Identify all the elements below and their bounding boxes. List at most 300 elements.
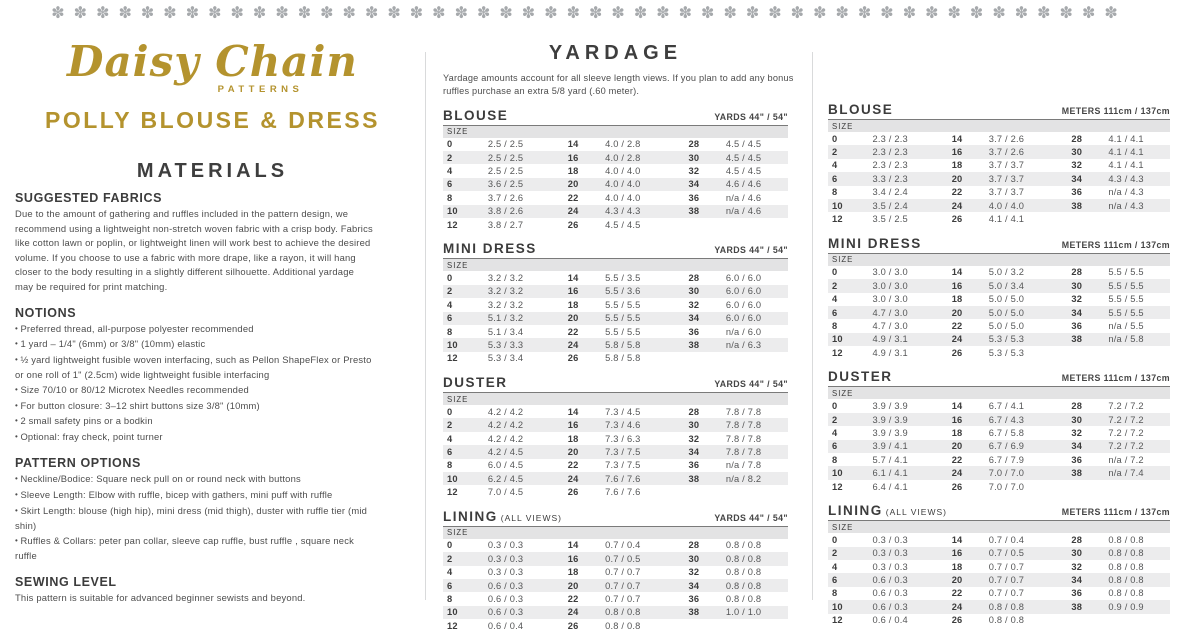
value-cell: 0.7 / 0.7 <box>988 561 1025 572</box>
value-cell: 3.7 / 3.7 <box>988 173 1025 184</box>
size-cell: 36 <box>688 460 700 471</box>
yardage-table-duster <box>828 368 1170 493</box>
table-rows <box>828 253 1170 360</box>
size-cell: 2 <box>832 280 838 291</box>
size-cell: 12 <box>832 347 843 358</box>
size-cell: 0 <box>447 540 453 551</box>
size-cell: 32 <box>688 567 700 578</box>
size-cell: 34 <box>1071 307 1083 318</box>
size-cell: 22 <box>951 320 963 331</box>
size-cell: 14 <box>567 540 579 551</box>
value-cell: 4.3 / 4.3 <box>605 206 641 217</box>
size-cell: 4 <box>832 294 838 305</box>
table-title-group <box>828 502 947 520</box>
table-title: DUSTER <box>828 369 893 385</box>
value-cell: 0.7 / 0.4 <box>988 534 1025 545</box>
size-cell: 6 <box>832 575 838 586</box>
value-cell: 4.5 / 4.5 <box>725 139 762 150</box>
size-cell: 26 <box>951 615 963 626</box>
value-cell: 0.6 / 0.3 <box>487 607 524 618</box>
list-item: • Size 70/10 or 80/12 Microtex Needles recommended <box>15 383 375 399</box>
size-cell: 20 <box>567 179 579 190</box>
suggested-fabrics-section <box>0 191 425 295</box>
size-cell: 22 <box>951 187 963 198</box>
size-cell: 16 <box>951 280 963 291</box>
value-cell: n/a / 4.6 <box>725 192 762 203</box>
size-cell: 22 <box>951 454 963 465</box>
size-cell: 6 <box>832 307 838 318</box>
size-cell: 38 <box>1071 200 1083 211</box>
value-cell: 5.3 / 5.3 <box>988 347 1025 358</box>
size-header-label: SIZE <box>447 127 469 137</box>
section-body: This pattern is suitable for advanced beginner sewists and beyond. <box>15 591 306 603</box>
table-row <box>443 432 788 445</box>
value-cell: 7.2 / 7.2 <box>1108 441 1144 452</box>
value-cell: n/a / 6.3 <box>725 339 762 350</box>
value-cell: 4.1 / 4.1 <box>1108 133 1144 144</box>
value-cell: 0.7 / 0.7 <box>988 575 1025 586</box>
yardage-yards-column <box>425 42 812 642</box>
logo-script-text: Daisy Chain <box>67 37 358 86</box>
value-cell: 7.2 / 7.2 <box>1108 427 1144 438</box>
size-cell: 18 <box>567 299 579 310</box>
table-row <box>828 426 1170 439</box>
size-cell: 36 <box>688 594 700 605</box>
size-cell: 16 <box>567 553 579 564</box>
value-cell: 4.2 / 4.2 <box>487 433 524 444</box>
size-cell: 22 <box>567 192 579 203</box>
size-header-label: SIZE <box>447 394 469 404</box>
table-row <box>828 279 1170 292</box>
size-cell: 22 <box>567 326 579 337</box>
size-cell: 36 <box>1071 454 1083 465</box>
size-cell: 24 <box>951 601 963 612</box>
size-cell: 6 <box>447 313 453 324</box>
table-row <box>828 573 1170 586</box>
value-cell: 6.2 / 4.5 <box>487 473 524 484</box>
value-cell: 2.5 / 2.5 <box>487 152 524 163</box>
value-cell: 0.6 / 0.3 <box>487 594 524 605</box>
value-cell: 5.8 / 5.8 <box>605 353 641 364</box>
value-cell: 5.3 / 3.4 <box>487 353 524 364</box>
table-subtitle: (ALL VIEWS) <box>500 512 562 523</box>
size-header-label: SIZE <box>832 255 854 265</box>
size-cell: 8 <box>832 454 838 465</box>
size-cell: 12 <box>447 353 458 364</box>
value-cell: 0.7 / 0.5 <box>988 548 1025 559</box>
size-cell: 4 <box>832 160 838 171</box>
size-cell: 30 <box>1071 147 1083 158</box>
table-row <box>443 606 788 619</box>
size-cell: 2 <box>447 152 453 163</box>
value-cell: 4.1 / 4.1 <box>1108 160 1144 171</box>
value-cell: 6.4 / 4.1 <box>872 481 908 492</box>
size-cell: 2 <box>832 548 838 559</box>
size-cell: 12 <box>832 481 843 492</box>
yardage-table-lining <box>443 508 788 633</box>
size-cell: 18 <box>951 160 963 171</box>
sewing-level-section <box>0 575 425 606</box>
table-rows <box>443 392 788 499</box>
size-cell: 30 <box>1071 280 1083 291</box>
value-cell: n/a / 8.2 <box>725 473 762 484</box>
value-cell: 3.7 / 3.7 <box>988 160 1025 171</box>
table-subtitle: (ALL VIEWS) <box>885 507 947 518</box>
value-cell: 5.3 / 5.3 <box>988 334 1025 345</box>
value-cell: 4.2 / 4.2 <box>487 420 524 431</box>
table-row <box>828 533 1170 546</box>
yardage-table-duster <box>443 374 788 499</box>
value-cell: 7.0 / 4.5 <box>487 487 524 498</box>
size-cell: 8 <box>447 594 453 605</box>
size-cell: 30 <box>688 152 700 163</box>
table-row <box>443 579 788 592</box>
value-cell: 6.1 / 4.1 <box>872 468 908 479</box>
table-row <box>443 271 788 284</box>
value-cell: 5.0 / 3.4 <box>988 280 1025 291</box>
value-cell: 0.7 / 0.4 <box>605 540 641 551</box>
value-cell: 0.7 / 0.7 <box>988 588 1025 599</box>
value-cell: 0.8 / 0.8 <box>725 553 762 564</box>
value-cell: 5.5 / 3.5 <box>605 273 641 284</box>
table-title-group <box>828 235 922 253</box>
value-cell: 4.0 / 4.0 <box>605 179 641 190</box>
value-cell: 0.3 / 0.3 <box>872 561 908 572</box>
table-rows <box>828 386 1170 493</box>
size-cell: 14 <box>567 139 579 150</box>
value-cell: 5.5 / 5.5 <box>1108 294 1144 305</box>
notions-section <box>0 306 425 446</box>
table-title: BLOUSE <box>828 102 894 117</box>
yardage-table-mini-dress <box>443 240 788 365</box>
size-cell: 38 <box>688 339 700 350</box>
size-cell: 8 <box>447 460 453 471</box>
size-cell: 32 <box>1071 294 1083 305</box>
table-row <box>828 319 1170 332</box>
size-cell: 30 <box>688 286 700 297</box>
value-cell: 4.5 / 4.5 <box>725 166 762 177</box>
value-cell: 0.3 / 0.3 <box>487 567 524 578</box>
size-cell: 36 <box>688 326 700 337</box>
value-cell: n/a / 7.4 <box>1108 468 1144 479</box>
value-cell: 5.3 / 3.3 <box>487 339 524 350</box>
value-cell: 1.0 / 1.0 <box>725 607 762 618</box>
size-header-label: SIZE <box>447 528 469 538</box>
value-cell: 0.8 / 0.8 <box>988 615 1025 626</box>
value-cell: 7.0 / 7.0 <box>988 481 1025 492</box>
table-row <box>828 212 1170 225</box>
size-cell: 20 <box>567 446 579 457</box>
size-cell: 28 <box>688 540 700 551</box>
table-row <box>828 587 1170 600</box>
value-cell: 7.6 / 7.6 <box>605 487 641 498</box>
table-row <box>828 480 1170 493</box>
value-cell: 7.8 / 7.8 <box>725 446 762 457</box>
size-cell: 30 <box>1071 548 1083 559</box>
size-cell: 18 <box>567 433 579 444</box>
size-cell: 20 <box>951 173 963 184</box>
table-row <box>443 405 788 418</box>
yardage-meters-column <box>812 101 1178 636</box>
size-cell: 24 <box>951 468 963 479</box>
value-cell: 5.5 / 5.5 <box>1108 280 1144 291</box>
size-cell: 16 <box>567 420 579 431</box>
size-cell: 38 <box>688 607 700 618</box>
table-title-group <box>828 368 893 386</box>
list-item: • Preferred thread, all-purpose polyester recommended <box>15 322 375 338</box>
value-cell: 2.3 / 2.3 <box>872 133 908 144</box>
size-cell: 22 <box>567 594 579 605</box>
table-row <box>443 218 788 231</box>
value-cell: 0.8 / 0.8 <box>725 594 762 605</box>
table-header <box>828 235 1170 251</box>
value-cell: 0.3 / 0.3 <box>872 534 908 545</box>
size-cell: 0 <box>447 406 453 417</box>
size-cell: 28 <box>688 139 700 150</box>
size-cell: 28 <box>1071 267 1083 278</box>
table-header <box>828 502 1170 518</box>
value-cell: 2.5 / 2.5 <box>487 166 524 177</box>
size-cell: 2 <box>832 414 838 425</box>
value-cell: 7.3 / 4.6 <box>605 420 641 431</box>
value-cell: n/a / 4.6 <box>725 206 762 217</box>
size-cell: 12 <box>832 615 843 626</box>
table-row <box>828 186 1170 199</box>
table-title: LINING <box>443 508 498 524</box>
size-cell: 16 <box>951 414 963 425</box>
value-cell: 6.7 / 7.9 <box>988 454 1025 465</box>
value-cell: 6.0 / 6.0 <box>725 299 762 310</box>
size-cell: 24 <box>567 607 579 618</box>
value-cell: 4.5 / 4.5 <box>605 219 641 230</box>
notions-list <box>15 322 375 446</box>
size-header-row <box>828 387 1170 399</box>
value-cell: 3.9 / 3.9 <box>872 414 908 425</box>
value-cell: 2.3 / 2.3 <box>872 147 908 158</box>
table-unit-label: METERS 111cm / 137cm <box>1061 239 1170 250</box>
size-cell: 30 <box>688 553 700 564</box>
value-cell: 4.6 / 4.6 <box>725 179 762 190</box>
size-cell: 20 <box>951 441 963 452</box>
size-header-label: SIZE <box>832 522 854 532</box>
value-cell: 7.3 / 6.3 <box>605 433 641 444</box>
size-cell: 12 <box>447 620 458 631</box>
size-cell: 28 <box>1071 534 1083 545</box>
size-cell: 28 <box>688 273 700 284</box>
table-row <box>443 619 788 632</box>
size-cell: 0 <box>447 139 453 150</box>
value-cell: 6.0 / 6.0 <box>725 286 762 297</box>
value-cell: 3.5 / 2.5 <box>872 214 908 225</box>
size-cell: 10 <box>447 206 458 217</box>
size-cell: 2 <box>447 420 453 431</box>
table-row <box>828 159 1170 172</box>
size-cell: 34 <box>1071 575 1083 586</box>
table-row <box>443 178 788 191</box>
value-cell: 3.8 / 2.7 <box>487 219 524 230</box>
table-title-group <box>443 374 508 392</box>
table-row <box>443 418 788 431</box>
value-cell: 4.7 / 3.0 <box>872 307 908 318</box>
table-row <box>828 547 1170 560</box>
value-cell: 6.7 / 5.8 <box>988 427 1025 438</box>
value-cell: 7.8 / 7.8 <box>725 406 762 417</box>
size-cell: 8 <box>832 588 838 599</box>
value-cell: n/a / 5.8 <box>1108 334 1144 345</box>
size-cell: 18 <box>567 567 579 578</box>
size-cell: 4 <box>447 299 453 310</box>
list-item: • Optional: fray check, point turner <box>15 430 375 446</box>
value-cell: 3.0 / 3.0 <box>872 267 908 278</box>
table-title-group <box>443 240 537 258</box>
logo-subtitle: PATTERNS <box>217 84 304 95</box>
value-cell: 7.0 / 7.0 <box>988 468 1025 479</box>
size-cell: 34 <box>1071 441 1083 452</box>
section-heading: SUGGESTED FABRICS <box>15 191 163 205</box>
value-cell: 0.7 / 0.7 <box>605 580 641 591</box>
list-item: • Skirt Length: blouse (high hip), mini dress (mid thigh), duster with ruffle tier (mid shin) <box>15 504 375 534</box>
list-item: • Ruffles & Collars: peter pan collar, sleeve cap ruffle, bust ruffle , square neck ruffle <box>15 534 375 564</box>
value-cell: 6.7 / 4.1 <box>988 401 1025 412</box>
value-cell: 4.0 / 4.0 <box>605 192 641 203</box>
size-cell: 22 <box>951 588 963 599</box>
table-row <box>828 413 1170 426</box>
size-cell: 16 <box>951 147 963 158</box>
value-cell: 5.5 / 5.5 <box>605 299 641 310</box>
size-header-row <box>828 120 1170 132</box>
section-body: Due to the amount of gathering and ruffles included in the pattern design, we recommend using a lightweight non-stretch woven fabric with a crisp body. Fabrics like cotton lawn or poplin, or lightweight linen will work best to achieve the desired volume. If you choose to use a fabric with more drape, like a rayon, it will hang closer to the body resulting in a slightly different silhouette. Additional yardage may be required for print matching. <box>15 208 373 292</box>
value-cell: 5.5 / 3.6 <box>605 286 641 297</box>
value-cell: 5.0 / 3.2 <box>988 267 1025 278</box>
table-row <box>828 440 1170 453</box>
table-unit-label: METERS 111cm / 137cm <box>1061 106 1170 116</box>
size-cell: 32 <box>1071 427 1083 438</box>
table-row <box>443 164 788 177</box>
brand-logo <box>0 37 425 95</box>
section-heading: NOTIONS <box>15 305 77 320</box>
value-cell: 6.0 / 6.0 <box>725 313 762 324</box>
value-cell: 7.6 / 7.6 <box>605 473 641 484</box>
size-cell: 0 <box>447 273 453 284</box>
size-cell: 32 <box>1071 561 1083 572</box>
value-cell: 0.6 / 0.3 <box>872 588 908 599</box>
table-header <box>828 368 1170 384</box>
table-row <box>828 560 1170 573</box>
size-cell: 18 <box>567 166 579 177</box>
value-cell: 0.8 / 0.8 <box>1108 534 1144 545</box>
table-header <box>443 107 788 123</box>
value-cell: 3.7 / 3.7 <box>988 187 1025 198</box>
size-cell: 0 <box>832 133 838 144</box>
value-cell: 4.3 / 4.3 <box>1108 173 1144 184</box>
yardage-table-blouse <box>828 101 1170 226</box>
table-row <box>443 312 788 325</box>
yardage-table-lining <box>828 502 1170 627</box>
table-row <box>828 172 1170 185</box>
value-cell: n/a / 7.2 <box>1108 454 1144 465</box>
size-cell: 34 <box>688 179 700 190</box>
value-cell: 4.2 / 4.2 <box>487 406 524 417</box>
size-cell: 32 <box>688 166 700 177</box>
size-cell: 36 <box>1071 320 1083 331</box>
value-cell: 3.6 / 2.5 <box>487 179 524 190</box>
size-cell: 26 <box>567 353 579 364</box>
size-cell: 10 <box>832 334 843 345</box>
size-header-label: SIZE <box>447 260 469 270</box>
size-cell: 14 <box>567 406 579 417</box>
size-cell: 8 <box>832 187 838 198</box>
value-cell: 4.9 / 3.1 <box>872 347 908 358</box>
size-cell: 6 <box>447 179 453 190</box>
yardage-heading: YARDAGE <box>548 42 683 64</box>
value-cell: n/a / 5.5 <box>1108 320 1144 331</box>
value-cell: 0.6 / 0.3 <box>487 580 524 591</box>
value-cell: 3.7 / 2.6 <box>487 192 524 203</box>
size-cell: 4 <box>447 166 453 177</box>
value-cell: 3.5 / 2.4 <box>872 200 908 211</box>
value-cell: 3.9 / 4.1 <box>872 441 908 452</box>
value-cell: 3.0 / 3.0 <box>872 294 908 305</box>
size-cell: 4 <box>832 427 838 438</box>
table-row <box>828 306 1170 319</box>
table-row <box>443 485 788 498</box>
table-row <box>828 199 1170 212</box>
size-cell: 38 <box>1071 468 1083 479</box>
size-cell: 10 <box>832 601 843 612</box>
size-header-row <box>828 254 1170 266</box>
table-row <box>443 205 788 218</box>
table-unit-label: YARDS 44" / 54" <box>714 245 788 256</box>
size-cell: 4 <box>832 561 838 572</box>
size-cell: 10 <box>447 339 458 350</box>
table-row <box>443 191 788 204</box>
size-cell: 14 <box>951 534 963 545</box>
value-cell: n/a / 4.3 <box>1108 187 1144 198</box>
size-cell: 16 <box>567 286 579 297</box>
size-header-label: SIZE <box>832 388 854 398</box>
table-row <box>443 539 788 552</box>
size-cell: 8 <box>447 192 453 203</box>
size-cell: 2 <box>447 286 453 297</box>
size-header-label: SIZE <box>832 121 854 131</box>
size-cell: 38 <box>1071 334 1083 345</box>
value-cell: n/a / 7.8 <box>725 460 762 471</box>
table-row <box>828 266 1170 279</box>
table-row <box>443 151 788 164</box>
size-cell: 20 <box>951 575 963 586</box>
size-cell: 16 <box>951 548 963 559</box>
value-cell: 4.2 / 4.5 <box>487 446 524 457</box>
size-cell: 34 <box>1071 173 1083 184</box>
value-cell: 3.2 / 3.2 <box>487 299 524 310</box>
value-cell: 3.8 / 2.6 <box>487 206 524 217</box>
size-cell: 8 <box>447 326 453 337</box>
table-rows <box>443 258 788 365</box>
size-cell: 6 <box>832 173 838 184</box>
size-cell: 14 <box>951 267 963 278</box>
size-header-row <box>443 527 788 539</box>
table-row <box>443 459 788 472</box>
section-heading: SEWING LEVEL <box>15 574 117 589</box>
table-unit-label: METERS 111cm / 137cm <box>1061 373 1170 384</box>
table-row <box>443 325 788 338</box>
size-cell: 24 <box>951 334 963 345</box>
value-cell: 0.8 / 0.8 <box>725 567 762 578</box>
pattern-options-list <box>15 472 375 564</box>
materials-column <box>0 37 425 616</box>
table-row <box>443 552 788 565</box>
size-cell: 14 <box>951 133 963 144</box>
